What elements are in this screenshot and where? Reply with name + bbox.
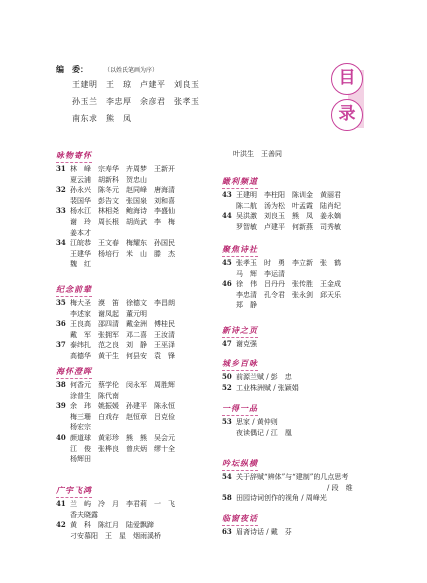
entry-text: 孙永兴 陈冬元 赵同峰 唐海清	[70, 186, 175, 195]
entry-text: 裴国华 彭告文 张国泉 刘和喜	[70, 196, 175, 205]
toc-entry	[222, 383, 299, 394]
toc-entry	[56, 510, 98, 521]
section-title: 聚焦诗社	[222, 244, 258, 254]
page-number: 41	[56, 499, 66, 508]
entry-text: 谢 玲 周长根 胡尚武 李 梅	[70, 218, 175, 226]
entry-text: 何香元 蔡学伦 闵永军 周胜辉	[70, 381, 175, 389]
section-title: 一得一品	[222, 403, 258, 413]
toc-entry	[222, 258, 341, 269]
toc-entry	[222, 472, 348, 483]
entry-text: 工业株洲赋 / 张颖娟	[236, 383, 299, 392]
section-title: 纪念前辈	[56, 284, 92, 294]
continuation-entry: 叶洪生 王善同	[233, 150, 282, 158]
toc-entry	[56, 340, 175, 351]
page-number: 44	[222, 211, 232, 221]
toc-entry	[56, 351, 175, 362]
entry-text: 夏云浦 胡新科 贺忠山	[70, 175, 147, 184]
page-number: 34	[56, 238, 66, 248]
entry-text: 杨辉田	[70, 455, 91, 464]
editors-line: 孙玉兰 李忠厚 余彦君 张孝玉	[72, 97, 200, 106]
entry-text: 李述家 谢凤起 董元明	[70, 309, 147, 318]
entry-text: 夜读偶记 / 江 凰	[236, 428, 292, 437]
page-number: 54	[222, 472, 232, 481]
page-number: 35	[56, 298, 66, 307]
entry-text: 马 辉 李运清	[236, 269, 285, 278]
entry-text: 郑 静	[236, 301, 257, 310]
toc-entry	[222, 483, 353, 494]
toc-entry	[222, 372, 292, 383]
toc-entry	[222, 428, 292, 439]
entry-text: 兰 屿 冷 月 李君莉 一 飞	[70, 500, 175, 508]
toc-entry	[222, 300, 257, 311]
section-title: 城乡百咏	[222, 358, 258, 368]
title-char-lu: 录	[331, 99, 363, 131]
page-number: 43	[222, 190, 232, 199]
entry-text: 李忠清 孔令君 张永剑 邱天乐	[236, 290, 341, 299]
entry-text: 前源兰赋 / 彭 忠	[236, 373, 292, 381]
page-number: 39	[56, 401, 66, 411]
toc-entry	[222, 493, 327, 504]
page-number: 38	[56, 380, 66, 389]
page-number: 37	[56, 340, 66, 350]
entry-text: 姜本才	[70, 228, 91, 237]
entry-text: 王建明 李柱阳 陈训金 黄丽君	[236, 191, 341, 199]
toc-entry	[56, 499, 175, 510]
entry-text: 香夫晓露	[70, 510, 98, 519]
toc-entry	[56, 217, 175, 228]
toc-entry	[56, 164, 175, 175]
section-title: 吟坛纵横	[222, 458, 258, 468]
toc-entry	[56, 520, 154, 531]
entry-text: 徐 伟 吕丹丹 张传胜 王金成	[236, 280, 341, 289]
toc-entry	[56, 454, 91, 465]
page-number: 40	[56, 433, 66, 442]
entry-text: 颜道球 黄彩珍 熊 熊 吴会元	[70, 434, 175, 442]
toc-entry	[56, 391, 119, 402]
section-title: 广宇飞鸿	[56, 485, 92, 495]
page-number: 50	[222, 372, 232, 381]
toc-entry	[56, 319, 175, 330]
section-title: 临窗夜话	[222, 513, 258, 523]
toc-entry	[56, 531, 161, 542]
page-number: 58	[222, 493, 232, 503]
title-char-mu: 目	[331, 63, 363, 95]
entry-text: 梅大圣 漠 笛 徐德文 李昌朗	[70, 299, 175, 307]
page-number: 46	[222, 279, 232, 289]
editors-line: 王建明 王 琼 卢建平 刘良玉	[72, 80, 200, 89]
page-number: 33	[56, 206, 66, 216]
entry-text: 涂普生 陈代南	[70, 391, 119, 400]
toc-entry	[56, 206, 175, 217]
toc-entry	[222, 190, 341, 201]
entry-text: 谢克强	[236, 340, 257, 348]
entry-text: 黄 科 陈红月 陆爱飘蹄	[70, 521, 154, 530]
entry-text: 泰纬扎 范之良 刘 静 王巫泽	[70, 341, 175, 350]
entry-text: 田园诗词创作的视角 / 周峰光	[236, 494, 327, 503]
page-number: 45	[222, 258, 232, 267]
toc-entry	[222, 222, 341, 233]
page-number: 31	[56, 164, 66, 173]
editors-label: 编 委：	[56, 64, 88, 74]
toc-entry	[56, 422, 91, 433]
toc-entry	[222, 417, 278, 428]
page-number: 36	[56, 319, 66, 329]
toc-entry	[222, 269, 285, 280]
page-number: 47	[222, 339, 232, 348]
toc-entry	[56, 444, 175, 455]
toc-entry	[56, 380, 175, 391]
entry-text: / 段 维	[236, 483, 353, 492]
section-title: 瞰利频道	[222, 176, 258, 186]
page-number: 42	[56, 520, 66, 530]
toc-entry	[56, 401, 175, 412]
toc-entry	[56, 185, 175, 196]
entry-text: 魏 红	[70, 260, 91, 269]
toc-entry	[56, 412, 175, 423]
toc-entry	[222, 290, 341, 301]
toc-entry	[56, 259, 91, 270]
entry-text: 江 俊 张桦良 曾庆炳 缪十全	[70, 444, 175, 453]
entry-text: 王良高 邵四清 戴金洲 傅桂民	[70, 320, 175, 329]
entry-text: 眉斋诗话 / 戴 芬	[236, 528, 292, 536]
entry-text: 罗智敏 卢建平 何新燕 司秀敏	[236, 222, 341, 231]
toc-entry	[222, 279, 341, 290]
entry-text: 关于辞赋“辨体”与“建制”的几点思考	[236, 473, 349, 481]
toc-entry	[222, 201, 341, 212]
entry-text: 江皖恭 王文春 梅耀东 孙国民	[70, 239, 175, 248]
entry-text: 高德华 黄干生 何县安 袁 锋	[70, 352, 175, 360]
page-number: 52	[222, 382, 232, 392]
section-title: 海怀澄晖	[56, 366, 92, 376]
entry-text: 梅三珊 白戏存 赵恒章 吕克俭	[70, 412, 175, 421]
toc-entry	[222, 339, 257, 350]
entry-text: 张孝玉 时 勇 李立新 张 鹤	[236, 259, 341, 267]
page-number: 53	[222, 417, 232, 426]
entry-text: 余 玮 姚振媛 孙建平 陈永恒	[70, 402, 175, 411]
entry-text: 杨宏宗	[70, 423, 91, 432]
toc-entry	[56, 433, 175, 444]
entry-text: 思家 / 黄仲则	[236, 418, 278, 426]
toc-entry	[56, 309, 147, 320]
page-number: 32	[56, 185, 66, 195]
toc-entry	[56, 175, 147, 186]
section-title: 咏物寄怀	[56, 150, 92, 160]
entry-text: 王建华 杨培行 米 山 滕 杰	[70, 249, 175, 258]
entry-text: 刁安慕阳 王 星 烟雨溪桥	[70, 531, 161, 540]
editors-note: （以姓氏笔画为序）	[104, 67, 159, 74]
toc-entry	[56, 330, 175, 341]
entry-text: 林 峰 宗寿华 卉周梦 王新开	[70, 165, 175, 173]
editors-line: 南东求 熊 凤	[72, 114, 132, 123]
toc-entry	[222, 211, 341, 222]
entry-text: 杨水江 林相尧 鲍海诗 李盛仙	[70, 207, 175, 216]
toc-entry	[56, 298, 175, 309]
toc-entry	[56, 196, 175, 207]
section-title: 新诗之页	[222, 325, 258, 335]
toc-entry	[56, 238, 175, 249]
entry-text: 戴 军 张拥军 邓二喜 王汝清	[70, 330, 175, 339]
toc-entry	[56, 249, 175, 260]
entry-text: 吴洪激 刘良玉 熊 凤 姜永嫡	[236, 212, 341, 221]
toc-entry	[222, 527, 292, 538]
toc-entry	[56, 228, 91, 239]
entry-text: 陈二航 汤为松 叶孟霞 陆肖纪	[236, 201, 341, 210]
page-number: 63	[222, 527, 232, 536]
